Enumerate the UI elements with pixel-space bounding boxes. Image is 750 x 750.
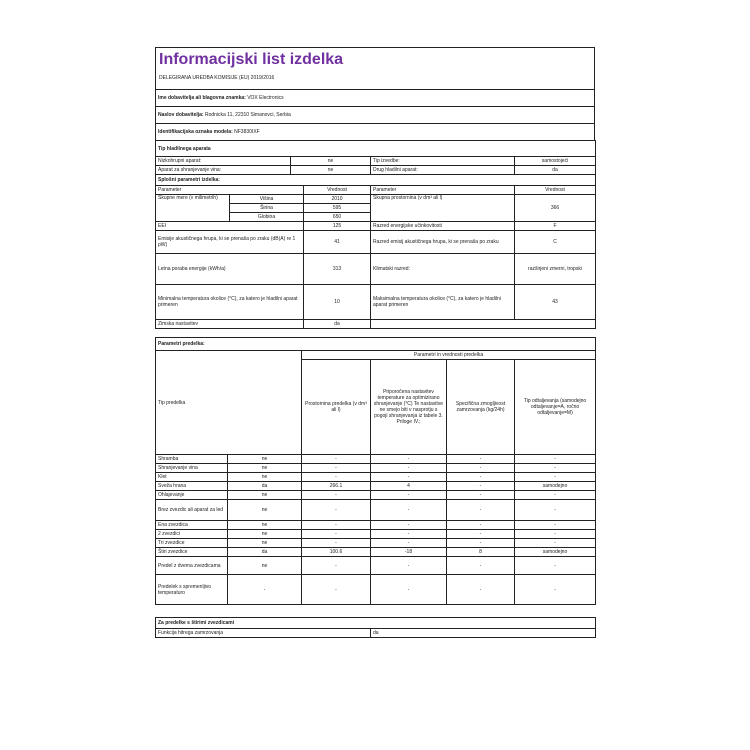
compartment-volume: - xyxy=(302,539,371,548)
other-appliance-value: da xyxy=(515,166,596,175)
height-value: 2010 xyxy=(304,195,371,204)
compartment-present: da xyxy=(228,482,302,491)
compartment-volume: - xyxy=(302,473,371,482)
eei-value: 125 xyxy=(304,222,371,231)
compartment-temperature: - xyxy=(371,575,447,605)
total-volume-value: 366 xyxy=(515,195,596,222)
compartment-row xyxy=(156,539,596,548)
wine-storage-label: Aparat za shranjevanje vina: xyxy=(156,166,291,175)
compartment-defrost-type: - xyxy=(515,521,596,530)
compartment-volume: 266.1 xyxy=(302,482,371,491)
model-identifier-row xyxy=(156,124,595,141)
compartment-volume: - xyxy=(302,575,371,605)
supplier-name-value: VOX Electronics xyxy=(247,95,284,101)
dimensions-label: Skupne mere (v milimetrih) xyxy=(156,195,230,222)
compartment-freezing-capacity: - xyxy=(447,521,515,530)
compartment-freezing-capacity: - xyxy=(447,530,515,539)
compartment-volume: - xyxy=(302,491,371,500)
compartment-defrost-type: - xyxy=(515,455,596,464)
compartment-type-header: Tip predelka xyxy=(156,351,302,455)
compartment-parameters-heading: Parametri predelka: xyxy=(156,338,596,351)
compartment-name: Shramba xyxy=(156,455,228,464)
height-label: Višina xyxy=(230,195,304,204)
compartment-name: Predelek s spremenljivo temperaturo xyxy=(156,575,228,605)
compartment-name: Predel z dvema zvezdicama xyxy=(156,557,228,575)
winter-setting-label: Zimska nastavitev xyxy=(156,320,304,329)
compartment-temperature: - xyxy=(371,491,447,500)
compartment-temperature: - xyxy=(371,455,447,464)
compartment-row xyxy=(156,530,596,539)
compartment-present: ne xyxy=(228,500,302,521)
climate-class-label: Klimatski razred: xyxy=(371,254,515,285)
model-identifier-value: NF3830IXF xyxy=(234,129,260,135)
regulation-reference: DELEGIRANA UREDBA KOMISIJE (EU) 2019/2016 xyxy=(159,75,275,81)
value-header: Vrednost xyxy=(304,186,371,195)
compartment-row xyxy=(156,464,596,473)
general-parameters-table xyxy=(155,174,596,329)
compartment-defrost-type: - xyxy=(515,473,596,482)
compartment-freezing-capacity: - xyxy=(447,455,515,464)
compartment-volume: - xyxy=(302,455,371,464)
compartment-temperature: - xyxy=(371,530,447,539)
min-temperature-value: 10 xyxy=(304,285,371,320)
compartment-present: ne xyxy=(228,557,302,575)
noise-emission-value: 41 xyxy=(304,231,371,254)
annual-energy-value: 313 xyxy=(304,254,371,285)
compartment-freezing-capacity: - xyxy=(447,557,515,575)
compartment-freezing-capacity: - xyxy=(447,575,515,605)
low-noise-label: Nizkohrupni aparat: xyxy=(156,157,291,166)
volume-column-header: Prostornina predelka (v dm³ ali l) xyxy=(302,360,371,455)
noise-class-value: C xyxy=(515,231,596,254)
four-star-table xyxy=(155,617,596,638)
width-value: 595 xyxy=(304,204,371,213)
wine-storage-value: ne xyxy=(291,166,371,175)
compartment-present: ne xyxy=(228,473,302,482)
compartment-parameters-table xyxy=(155,337,596,605)
compartment-volume: - xyxy=(302,500,371,521)
winter-setting-value: da xyxy=(304,320,371,329)
compartment-present: ne xyxy=(228,539,302,548)
parameter-header: Parameter xyxy=(371,186,515,195)
compartment-name: Shranjevanje vina xyxy=(156,464,228,473)
compartment-name: Klet xyxy=(156,473,228,482)
min-temperature-label: Minimalna temperatura okolice (°C), za katero je hladilni aparat primeren xyxy=(156,285,304,320)
four-star-heading: Za predelke s štirimi zvezdicami xyxy=(156,618,596,629)
compartment-temperature: - xyxy=(371,521,447,530)
fast-freeze-label: Funkcija hitrega zamrzovanja xyxy=(156,629,371,638)
supplier-table xyxy=(155,89,595,141)
compartment-temperature: - xyxy=(371,464,447,473)
compartment-volume: 100.6 xyxy=(302,548,371,557)
annual-energy-label: Letna poraba energije (kWh/a) xyxy=(156,254,304,285)
compartment-row xyxy=(156,482,596,491)
noise-class-label: Razred emisij akustičnega hrupa, ki se prenaša po zraku xyxy=(371,231,515,254)
supplier-address-value: Rodnicka 11, 22310 Simanovci, Serbia xyxy=(204,112,291,118)
freezing-capacity-column-header: Specifična zmogljivost zamrzovanja (kg/24h) xyxy=(447,360,515,455)
compartment-volume: - xyxy=(302,464,371,473)
supplier-address-row xyxy=(156,107,595,124)
product-information-sheet xyxy=(155,47,595,642)
compartment-row xyxy=(156,500,596,521)
compartment-present: ne xyxy=(228,464,302,473)
compartment-freezing-capacity: 8 xyxy=(447,548,515,557)
compartment-name: Brez zvezdic ali aparat za led xyxy=(156,500,228,521)
compartment-volume: - xyxy=(302,557,371,575)
compartment-row xyxy=(156,575,596,605)
compartment-row xyxy=(156,473,596,482)
appliance-type-heading: Tip hladilnega aparata xyxy=(156,141,596,157)
compartment-row xyxy=(156,557,596,575)
compartment-row xyxy=(156,521,596,530)
model-identifier-label: Identifikacijska oznaka modela: xyxy=(158,129,233,135)
depth-value: 650 xyxy=(304,213,371,222)
compartment-name: 2 zvezdici xyxy=(156,530,228,539)
defrost-type-column-header: Tip odtaljevanja (samodejno odtaljevanje=A, ročno odtaljevanje=M) xyxy=(515,360,596,455)
low-noise-value: ne xyxy=(291,157,371,166)
compartment-defrost-type: - xyxy=(515,500,596,521)
compartment-name: Štiri zvezdice xyxy=(156,548,228,557)
design-type-label: Tip izvedbe: xyxy=(371,157,515,166)
compartment-freezing-capacity: - xyxy=(447,539,515,548)
supplier-name-label: Ime dobavitelja ali blagovna znamka: xyxy=(158,95,246,101)
compartment-name: Ena zvezdica xyxy=(156,521,228,530)
total-volume-label: Skupna prostornina (v dm³ ali l) xyxy=(371,195,515,222)
compartment-defrost-type: samodejno xyxy=(515,482,596,491)
compartment-volume: - xyxy=(302,530,371,539)
fast-freeze-value: da xyxy=(371,629,596,638)
compartment-temperature: - xyxy=(371,557,447,575)
compartment-present: da xyxy=(228,548,302,557)
compartment-freezing-capacity: - xyxy=(447,473,515,482)
winter-setting-blank xyxy=(371,320,596,329)
sheet-title: Informacijski list izdelka xyxy=(159,51,344,68)
value-header: Vrednost xyxy=(515,186,596,195)
compartment-freezing-capacity: - xyxy=(447,500,515,521)
compartment-present: ne xyxy=(228,521,302,530)
energy-class-value: F xyxy=(515,222,596,231)
compartment-values-group-header: Parametri in vrednosti predelka xyxy=(302,351,596,360)
compartment-present: - xyxy=(228,575,302,605)
compartment-defrost-type: - xyxy=(515,575,596,605)
sheet-header xyxy=(155,47,595,90)
supplier-name-row xyxy=(156,90,595,107)
parameter-header: Parameter xyxy=(156,186,304,195)
compartment-defrost-type: - xyxy=(515,539,596,548)
compartment-name: Sveža hrana xyxy=(156,482,228,491)
depth-label: Globina xyxy=(230,213,304,222)
compartment-freezing-capacity: - xyxy=(447,482,515,491)
compartment-temperature: - xyxy=(371,539,447,548)
other-appliance-label: Drug hladilni aparat: xyxy=(371,166,515,175)
supplier-address-label: Naslov dobavitelja: xyxy=(158,112,204,118)
max-temperature-label: Maksimalna temperatura okolice (°C), za katero je hladilni aparat primeren xyxy=(371,285,515,320)
compartment-row xyxy=(156,548,596,557)
compartment-defrost-type: - xyxy=(515,491,596,500)
compartment-name: Tri zvezdice xyxy=(156,539,228,548)
compartment-present: ne xyxy=(228,491,302,500)
compartment-defrost-type: - xyxy=(515,464,596,473)
compartment-temperature: - xyxy=(371,473,447,482)
compartment-volume: - xyxy=(302,521,371,530)
eei-label: EEI xyxy=(156,222,304,231)
compartment-present: ne xyxy=(228,455,302,464)
width-label: Širina xyxy=(230,204,304,213)
temperature-column-header: Priporočena nastavitev temperature za optimizirano shranjevanje (°C) Te nastavitve ne smejo biti v nasprotju s pogoji shranjevanja iz tabele 3. Priloge IV.; xyxy=(371,360,447,455)
compartment-freezing-capacity: - xyxy=(447,491,515,500)
compartment-present: ne xyxy=(228,530,302,539)
compartment-freezing-capacity: - xyxy=(447,464,515,473)
compartment-defrost-type: - xyxy=(515,557,596,575)
compartment-defrost-type: - xyxy=(515,530,596,539)
noise-emission-label: Emisije akustičnega hrupa, ki se prenaša po zraku (dB(A) re 1 pW) xyxy=(156,231,304,254)
compartment-defrost-type: samodejno xyxy=(515,548,596,557)
max-temperature-value: 43 xyxy=(515,285,596,320)
compartment-row xyxy=(156,491,596,500)
climate-class-value: razširjeni zmerni, tropski xyxy=(515,254,596,285)
design-type-value: samostojeći xyxy=(515,157,596,166)
compartment-rows xyxy=(156,455,596,605)
compartment-row xyxy=(156,455,596,464)
compartment-temperature: 4 xyxy=(371,482,447,491)
compartment-temperature: - xyxy=(371,500,447,521)
compartment-name: Ohlajevanje xyxy=(156,491,228,500)
energy-class-label: Razred energijske učinkovitosti xyxy=(371,222,515,231)
general-parameters-heading: Splošni parametri izdelka: xyxy=(156,175,596,186)
compartment-temperature: -18 xyxy=(371,548,447,557)
appliance-type-table xyxy=(155,140,596,175)
